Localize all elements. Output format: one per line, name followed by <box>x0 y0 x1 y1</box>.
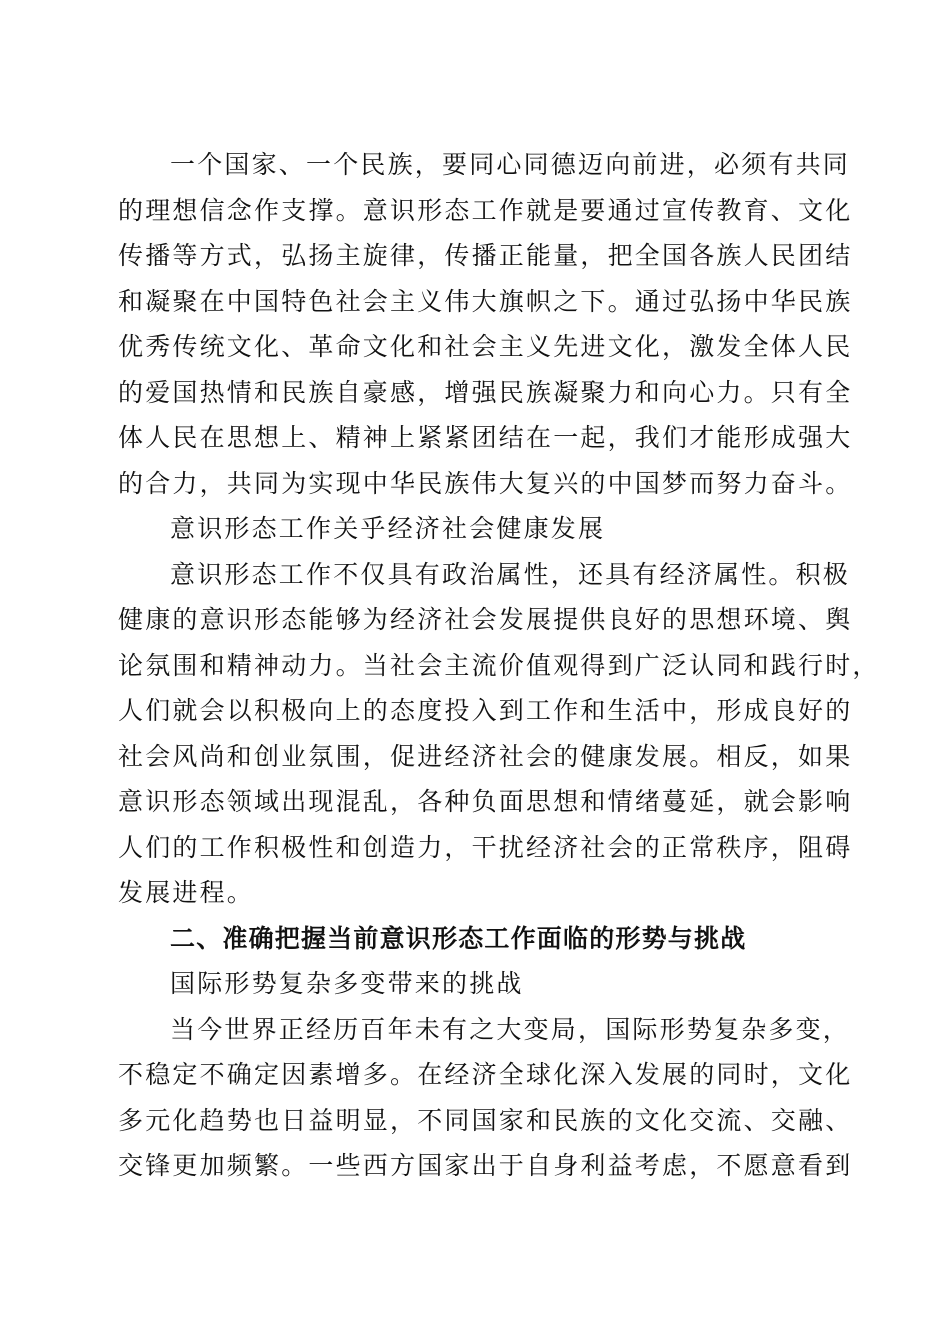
paragraph-line: 当今世界正经历百年未有之大变局，国际形势复杂多变， <box>170 1014 851 1044</box>
section-heading: 二、准确把握当前意识形态工作面临的形势与挑战 <box>170 923 747 953</box>
paragraph-line: 人们的工作积极性和创造力，干扰经济社会的正常秩序，阻碍 <box>118 832 853 862</box>
paragraph <box>118 142 853 506</box>
paragraph-line: 传播等方式，弘扬主旋律，传播正能量，把全国各族人民团结 <box>118 241 853 270</box>
paragraph-line: 体人民在思想上、精神上紧紧团结在一起，我们才能形成强大 <box>118 423 853 452</box>
paragraph <box>118 1007 853 1189</box>
paragraph-line: 不稳定不确定因素增多。在经济全球化深入发展的同时，文化 <box>118 1060 853 1089</box>
paragraph-line: 意识形态工作不仅具有政治属性，还具有经济属性。积极 <box>170 559 851 589</box>
paragraph-line: 一个国家、一个民族，要同心同德迈向前进，必须有共同 <box>170 150 851 179</box>
paragraph-line: 多元化趋势也日益明显，不同国家和民族的文化交流、交融、 <box>118 1105 853 1135</box>
paragraph-line: 的理想信念作支撑。意识形态工作就是要通过宣传教育、文化 <box>118 195 853 225</box>
paragraph-line: 的合力，共同为实现中华民族伟大复兴的中国梦而努力奋斗。 <box>118 468 853 498</box>
paragraph-line: 社会风尚和创业氛围，促进经济社会的健康发展。相反，如果 <box>118 741 853 771</box>
subheading: 意识形态工作关乎经济社会健康发展 <box>170 514 606 543</box>
document-body <box>118 142 880 1189</box>
paragraph <box>118 552 880 916</box>
paragraph-line: 意识形态领域出现混乱，各种负面思想和情绪蔓延，就会影响 <box>118 787 853 816</box>
paragraph-line: 优秀传统文化、革命文化和社会主义先进文化，激发全体人民 <box>118 332 853 361</box>
subheading: 国际形势复杂多变带来的挑战 <box>170 969 524 998</box>
paragraph-line: 健康的意识形态能够为经济社会发展提供良好的思想环境、舆 <box>118 605 853 634</box>
paragraph-line: 发展进程。 <box>118 878 255 907</box>
paragraph-line: 人们就会以积极向上的态度投入到工作和生活中，形成良好的 <box>118 696 853 725</box>
paragraph-line: 的爱国热情和民族自豪感，增强民族凝聚力和向心力。只有全 <box>118 377 853 407</box>
paragraph-line: 论氛围和精神动力。当社会主流价值观得到广泛认同和践行时， <box>118 650 880 680</box>
paragraph-line: 和凝聚在中国特色社会主义伟大旗帜之下。通过弘扬中华民族 <box>118 286 853 316</box>
paragraph-line: 交锋更加频繁。一些西方国家出于自身利益考虑，不愿意看到 <box>118 1151 853 1180</box>
